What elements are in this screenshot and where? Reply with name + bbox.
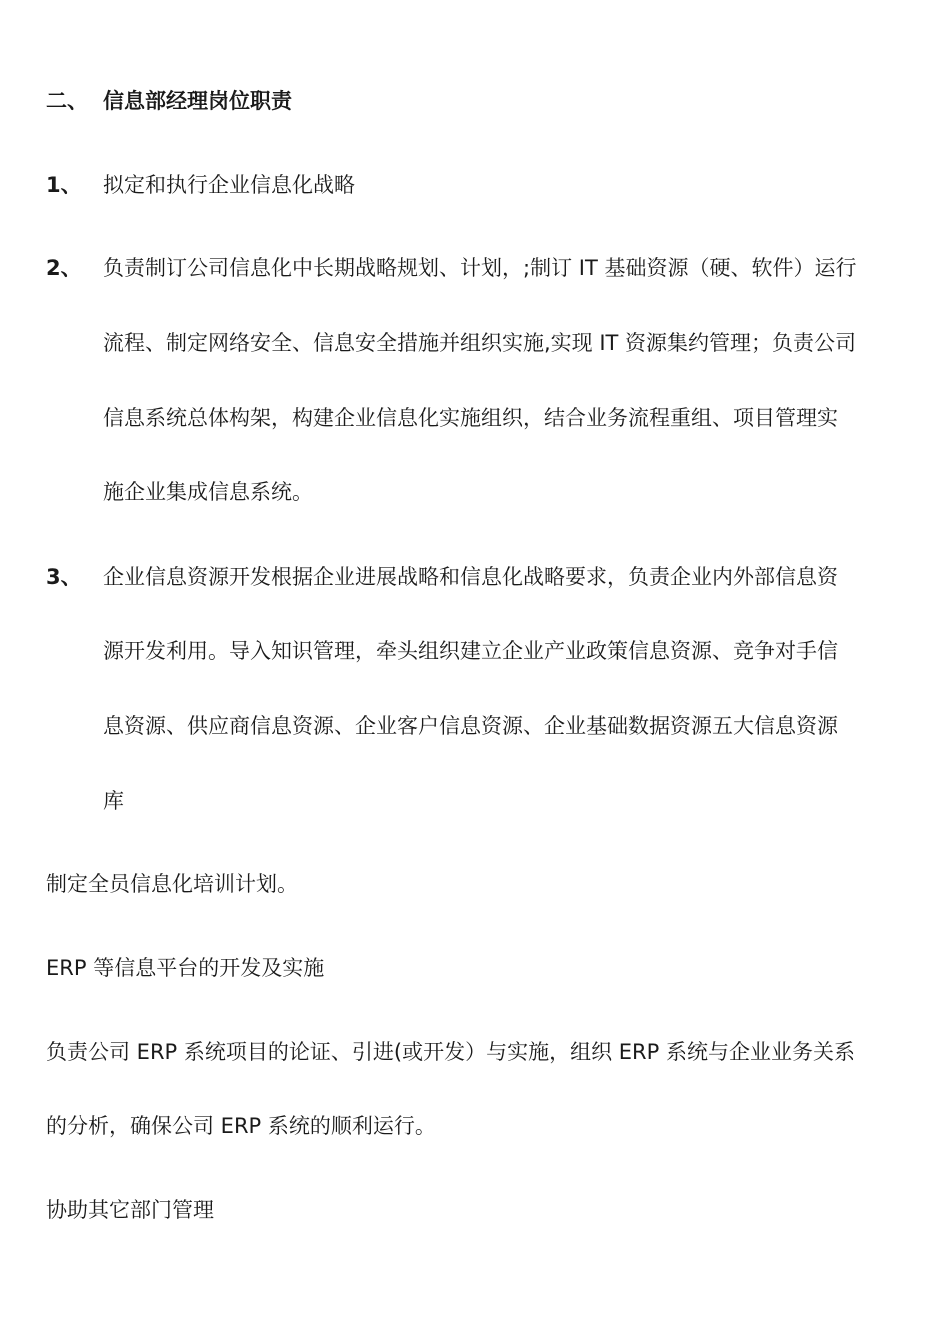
paragraph-assist-management: 协助其它部门管理 (46, 1198, 214, 1222)
item-3-line-2: 源开发利用。导入知识管理，牵头组织建立企业产业政策信息资源、竞争对手信 (103, 639, 838, 663)
paragraph-erp-line-1: 负责公司 ERP 系统项目的论证、引进(或开发）与实施，组织 ERP 系统与企业业务关系 (46, 1040, 855, 1064)
item-3-number: 3、 (46, 565, 82, 589)
item-3-line-4: 库 (103, 789, 124, 813)
item-2-number: 2、 (46, 256, 82, 280)
section-number: 二、 (46, 89, 88, 113)
item-3-line-3: 息资源、供应商信息资源、企业客户信息资源、企业基础数据资源五大信息资源 (103, 714, 838, 738)
item-1-line-1: 拟定和执行企业信息化战略 (103, 173, 355, 197)
item-2-line-4: 施企业集成信息系统。 (103, 480, 313, 504)
item-1-number: 1、 (46, 173, 82, 197)
item-2-line-2: 流程、制定网络安全、信息安全措施并组织实施,实现 IT 资源集约管理；负责公司 (103, 331, 857, 355)
section-title: 信息部经理岗位职责 (103, 89, 292, 113)
item-2-line-1: 负责制订公司信息化中长期战略规划、计划，;制订 IT 基础资源（硬、软件）运行 (103, 256, 857, 280)
paragraph-erp-line-2: 的分析，确保公司 ERP 系统的顺利运行。 (46, 1114, 436, 1138)
item-3-line-1: 企业信息资源开发根据企业进展战略和信息化战略要求，负责企业内外部信息资 (103, 565, 838, 589)
item-2-line-3: 信息系统总体构架，构建企业信息化实施组织，结合业务流程重组、项目管理实 (103, 406, 838, 430)
paragraph-erp-heading: ERP 等信息平台的开发及实施 (46, 956, 325, 980)
paragraph-training-plan: 制定全员信息化培训计划。 (46, 872, 298, 896)
